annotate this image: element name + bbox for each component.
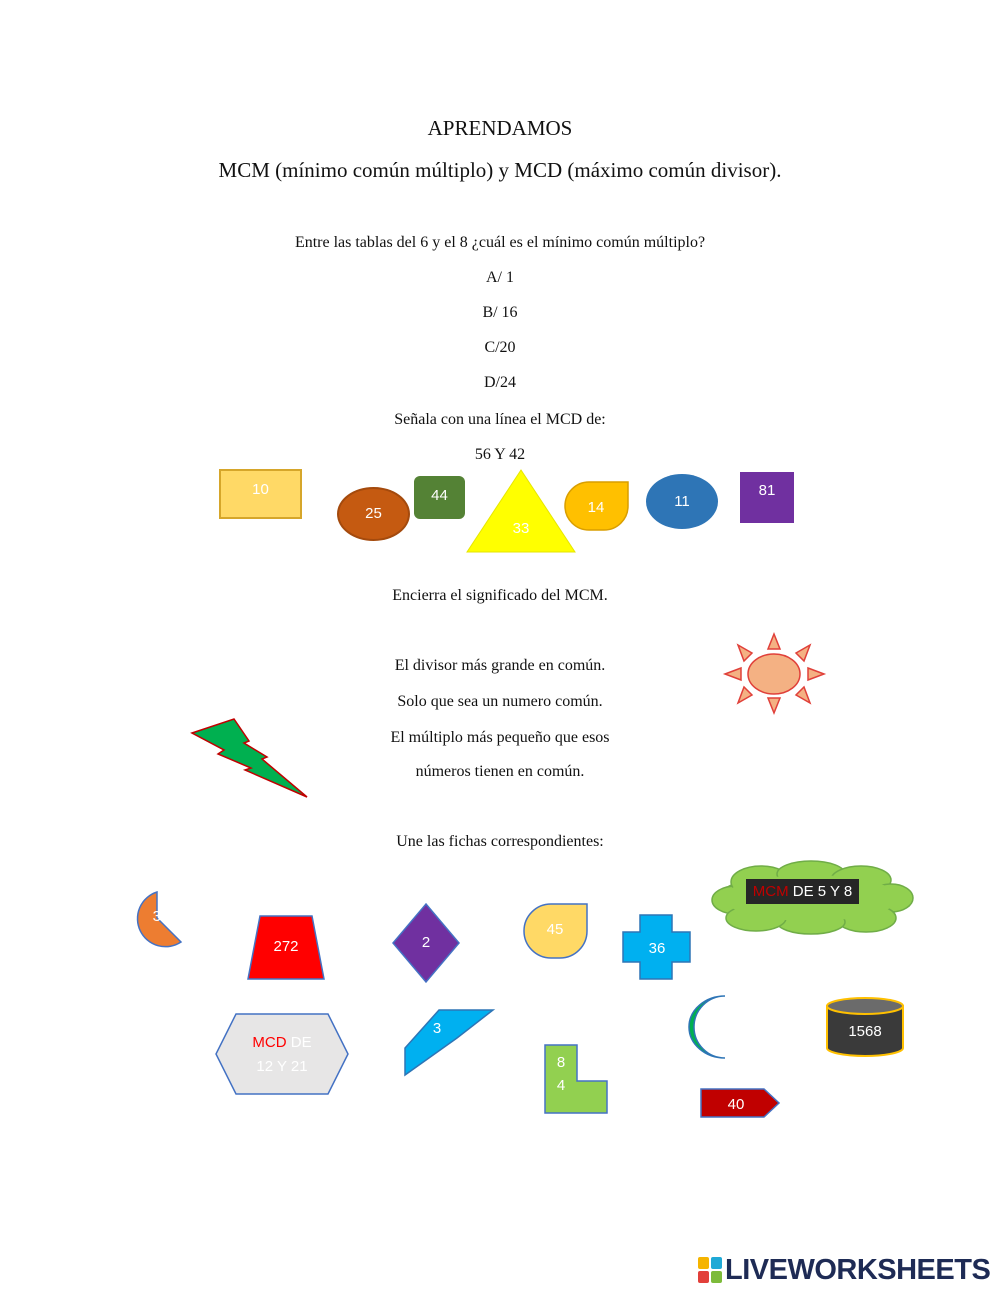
shape-ellipse-11[interactable] — [646, 474, 718, 529]
question-4-instruction: Une las fichas correspondientes: — [396, 833, 604, 850]
tile-label-bottom: 4 — [556, 1077, 566, 1094]
cloud-label: MCM DE 5 Y 8 — [752, 883, 853, 900]
tile-label: 32 — [152, 908, 170, 925]
question-2-numbers: 56 Y 42 — [474, 446, 526, 463]
liveworksheets-wordmark: LIVEWORKSHEETS — [725, 1253, 991, 1286]
mcm-option-1[interactable]: El divisor más grande en común. — [394, 657, 606, 674]
sun-icon — [724, 633, 826, 715]
trapezoid-tile-272[interactable] — [246, 915, 326, 981]
shape-label: 11 — [674, 493, 690, 510]
page-title: APRENDAMOS — [427, 116, 573, 140]
cross-tile-36[interactable] — [622, 914, 692, 980]
tile-label-top: 8 — [556, 1054, 566, 1071]
page-subtitle: MCM (mínimo común múltiplo) y MCD (máximo común divisor). — [218, 158, 782, 182]
diamond-tile-2[interactable] — [391, 903, 461, 983]
pie-tile-32[interactable] — [125, 891, 185, 947]
moon-tile-1[interactable] — [657, 994, 729, 1060]
tile-label: 272 — [273, 938, 299, 955]
tile-label: 1568 — [848, 1023, 882, 1040]
tile-label: 40 — [727, 1096, 745, 1113]
shape-rectangle-10[interactable] — [219, 469, 302, 519]
question-1: Entre las tablas del 6 y el 8 ¿cuál es el mínimo común múltiplo? — [294, 234, 706, 251]
shape-ellipse-25[interactable] — [337, 487, 410, 541]
l-shape-tile-84[interactable] — [543, 1043, 609, 1115]
hexagon-mcd-tile[interactable] — [214, 1012, 350, 1096]
question-3-instruction: Encierra el significado del MCM. — [392, 587, 608, 604]
shape-label: 14 — [587, 499, 605, 516]
shape-teardrop-14[interactable] — [564, 481, 630, 531]
shape-triangle-33[interactable] — [465, 469, 577, 553]
parallelogram-tile-3[interactable] — [403, 1008, 495, 1078]
teardrop-tile-45[interactable] — [523, 903, 589, 959]
shape-label: 33 — [512, 520, 530, 537]
tile-label: 36 — [648, 940, 666, 957]
shape-label: 25 — [365, 505, 382, 522]
hexagon-label-line2: 12 Y 21 — [256, 1058, 308, 1075]
shape-label: 81 — [758, 482, 776, 499]
shape-label: 44 — [431, 487, 448, 504]
tile-label: 3 — [432, 1020, 442, 1037]
liveworksheets-logo-icon — [698, 1257, 722, 1283]
shape-label: 10 — [252, 481, 269, 498]
tile-label: 45 — [546, 921, 564, 938]
arrow-tile-40[interactable] — [700, 1087, 782, 1119]
shape-square-81[interactable] — [740, 472, 794, 523]
liveworksheets-logo — [698, 1255, 990, 1285]
option-d[interactable]: D/24 — [484, 374, 516, 391]
option-c[interactable]: C/20 — [484, 339, 516, 356]
cylinder-tile-1568[interactable] — [825, 996, 905, 1058]
mcm-option-4[interactable]: números tienen en común. — [415, 763, 585, 780]
tile-label: 1 — [680, 1021, 690, 1038]
question-2-instruction: Señala con una línea el MCD de: — [394, 411, 606, 428]
shape-rounded-44[interactable] — [414, 476, 465, 519]
lightning-icon — [191, 718, 311, 800]
mcm-option-3[interactable]: El múltiplo más pequeño que esos — [390, 729, 610, 746]
hexagon-label-line1: MCD DE — [252, 1034, 312, 1051]
tile-label: 2 — [421, 934, 431, 951]
option-a[interactable]: A/ 1 — [486, 269, 514, 286]
option-b[interactable]: B/ 16 — [482, 304, 518, 321]
mcm-option-2[interactable]: Solo que sea un numero común. — [397, 693, 603, 710]
